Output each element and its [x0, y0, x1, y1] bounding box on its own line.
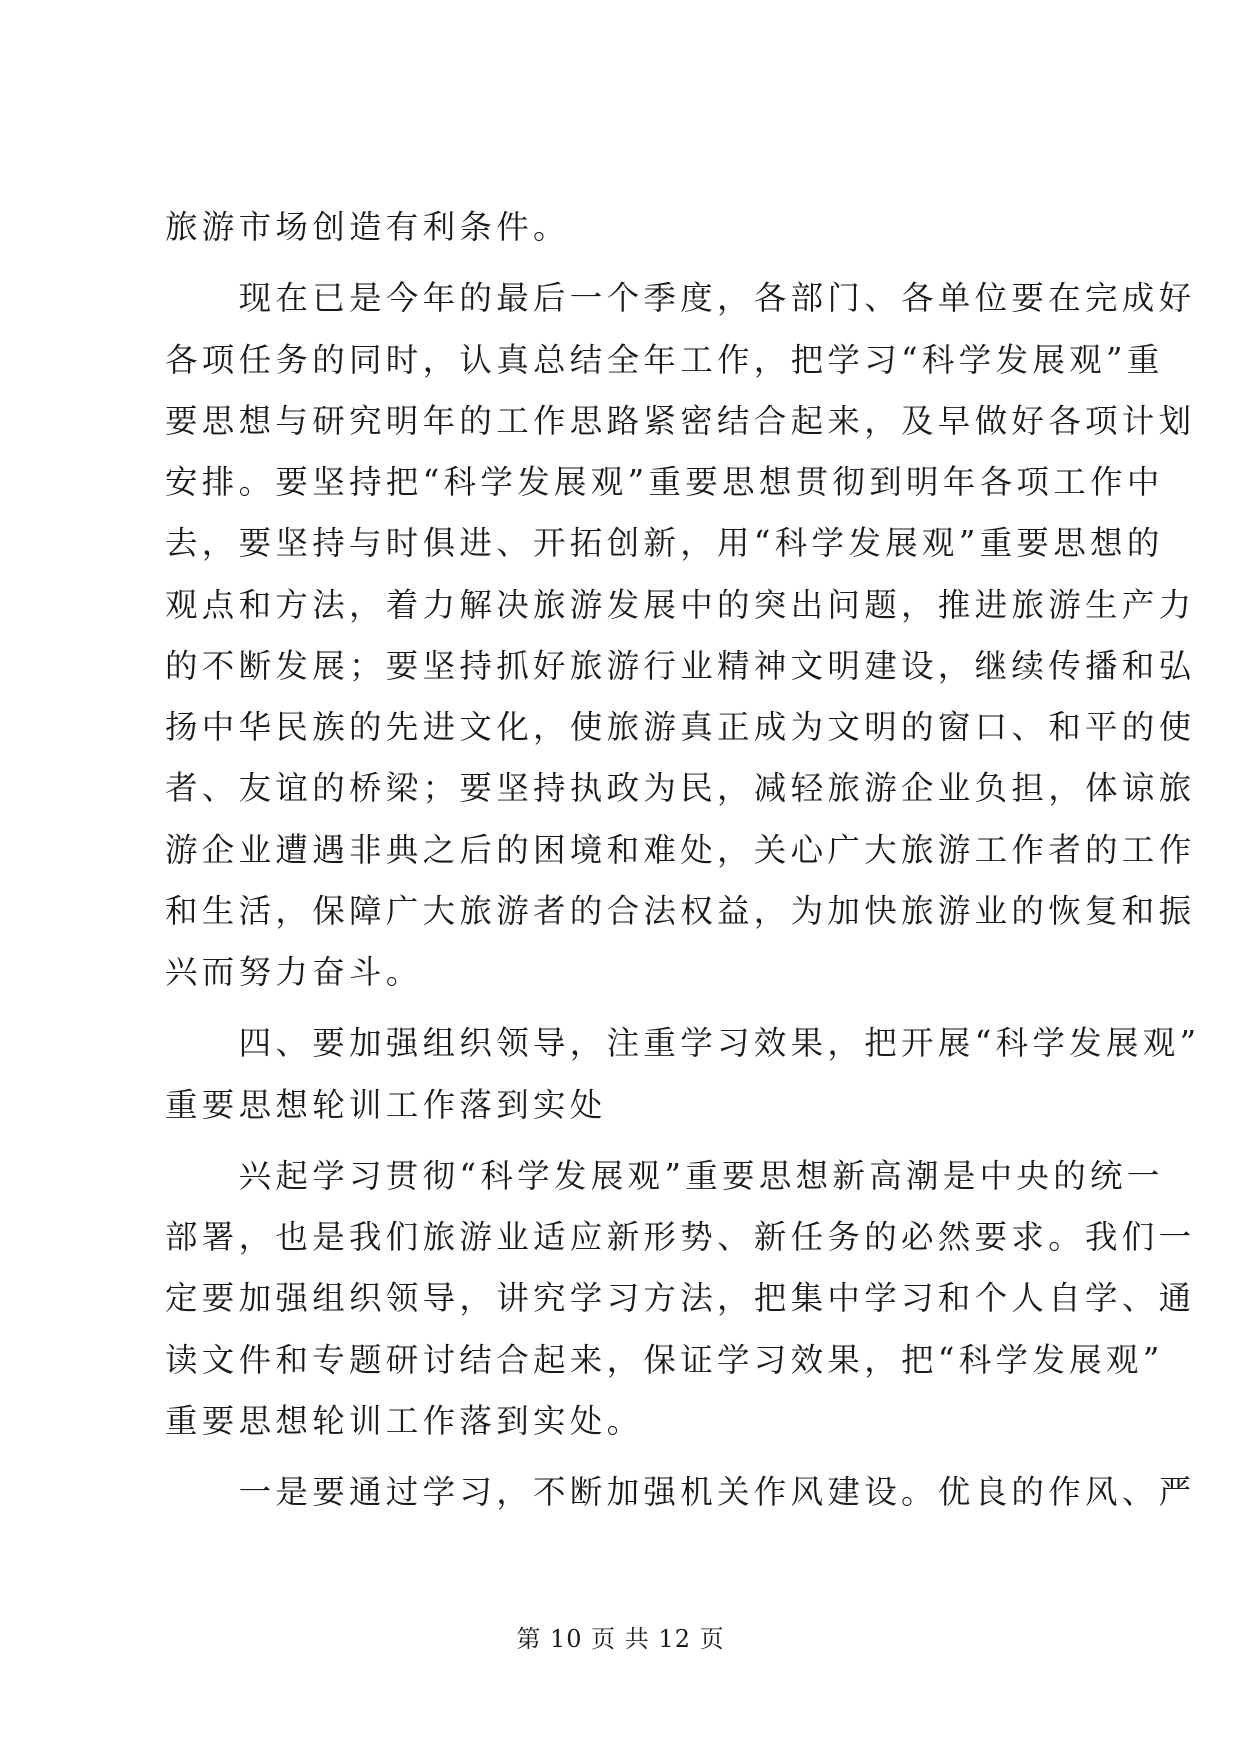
paragraph — [165, 1462, 1196, 1523]
text-line: 部署，也是我们旅游业适应新形势、新任务的必然要求。我们一 — [165, 1218, 1196, 1256]
text-line: 的不断发展；要坚持抓好旅游行业精神文明建设，继续传播和弘 — [165, 646, 1196, 685]
text-line: 重要思想轮训工作落到实处。 — [165, 1401, 644, 1440]
text-line: 旅游市场创造有利条件。 — [165, 208, 570, 246]
text-line: 兴而努力奋斗。 — [165, 953, 423, 991]
text-line: 去，要坚持与时俱进、开拓创新，用“科学发展观”重要思想的 — [165, 524, 1164, 563]
heading-line: 四、要加强组织领导，注重学习效果，把开展“科学发展观” — [165, 1024, 1201, 1063]
text-line: 各项任务的同时，认真总结全年工作，把学习“科学发展观”重 — [165, 340, 1164, 379]
paragraph — [165, 268, 1196, 1003]
text-line: 一是要通过学习，不断加强机关作风建设。优良的作风、严 — [165, 1473, 1196, 1511]
section-heading — [165, 1013, 1201, 1136]
text-line: 定要加强组织领导，讲究学习方法，把集中学习和个人自学、通 — [165, 1279, 1196, 1318]
text-line: 扬中华民族的先进文化，使旅游真正成为文明的窗口、和平的使 — [165, 708, 1196, 746]
text-line: 观点和方法，着力解决旅游发展中的突出问题，推进旅游生产力 — [165, 585, 1196, 624]
text-line: 安排。要坚持把“科学发展观”重要思想贯彻到明年各项工作中 — [165, 463, 1164, 501]
heading-line: 重要思想轮训工作落到实处 — [165, 1085, 607, 1124]
page-number-footer: 第 10 页 共 12 页 — [516, 1625, 725, 1653]
text-line: 游企业遭遇非典之后的困境和难处，关心广大旅游工作者的工作 — [165, 830, 1196, 869]
text-line: 读文件和专题研讨结合起来，保证学习效果，把“科学发展观” — [165, 1340, 1164, 1379]
text-line: 现在已是今年的最后一个季度，各部门、各单位要在完成好 — [165, 279, 1196, 318]
paragraph — [165, 1146, 1196, 1452]
text-line: 和生活，保障广大旅游者的合法权益，为加快旅游业的恢复和振 — [165, 891, 1196, 930]
paragraph — [165, 197, 1077, 258]
document-body — [165, 197, 1201, 1523]
text-line: 要思想与研究明年的工作思路紧密结合起来，及早做好各项计划 — [165, 401, 1196, 440]
text-line: 兴起学习贯彻“科学发展观”重要思想新高潮是中央的统一 — [165, 1156, 1164, 1195]
text-line: 者、友谊的桥梁；要坚持执政为民，减轻旅游企业负担，体谅旅 — [165, 769, 1196, 808]
